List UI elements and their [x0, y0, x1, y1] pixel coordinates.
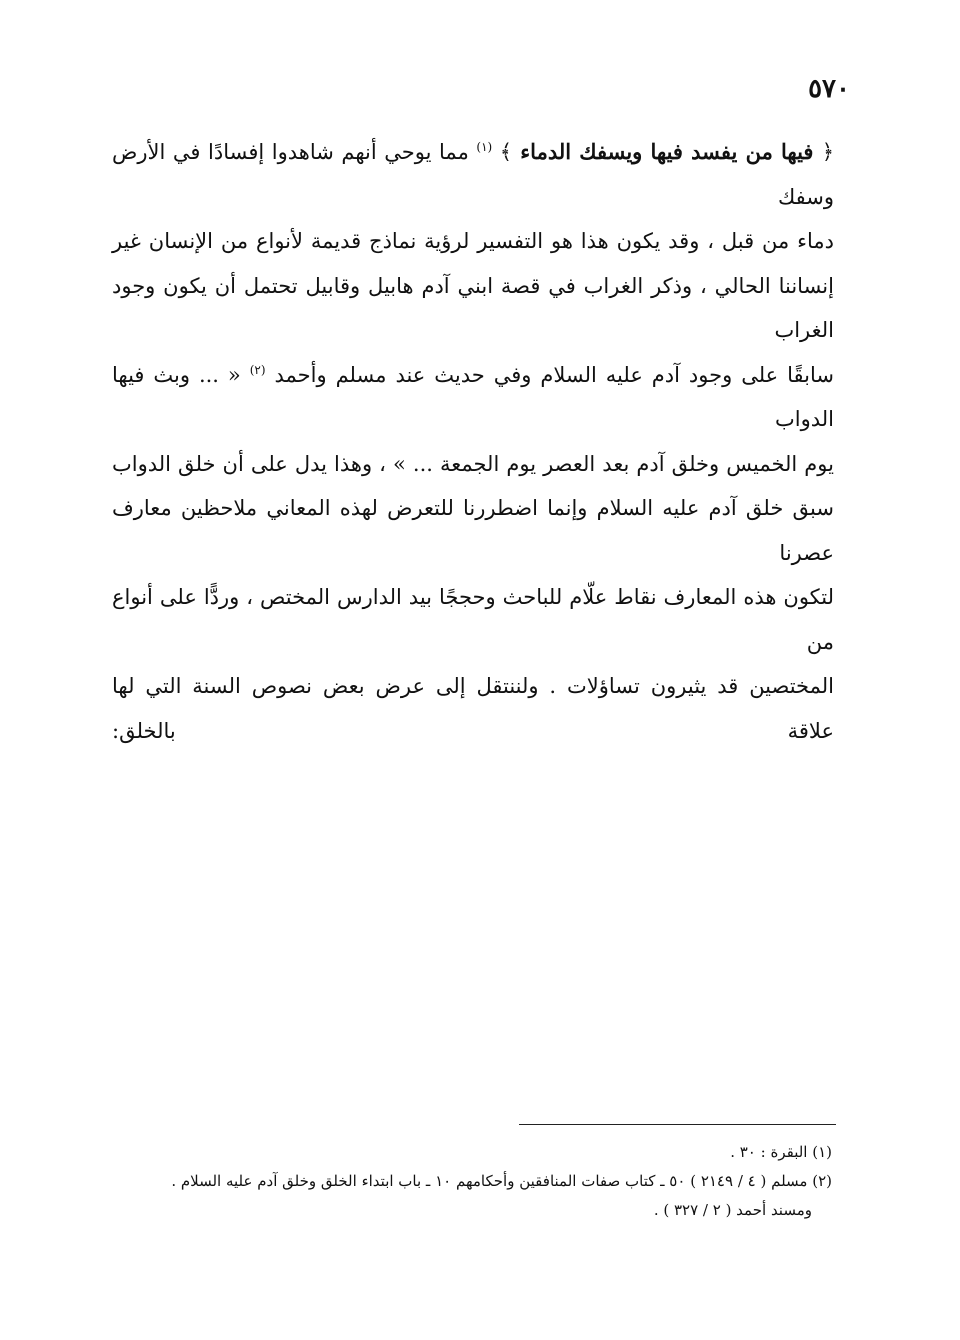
hadith-quote: « ... وبث فيها الدواب — [112, 362, 834, 431]
page-number: ٥٧٠ — [808, 74, 850, 104]
main-text — [112, 130, 834, 753]
quran-open-bracket: ﴿ — [821, 140, 834, 164]
text-line-3: إنساننا الحالي ، وذكر الغراب في قصة ابني آدم هابيل وقابيل تحتمل أن يكون وجود الغراب — [112, 273, 834, 342]
text-segment: مما يوحي أنهم شاهدوا إفسادًا في الأرض وسفك — [112, 140, 834, 209]
text-line-5: يوم الخميس وخلق آدم بعد العصر يوم الجمعة ... » ، وهذا يدل على أن خلق الدواب — [112, 451, 834, 476]
footnote-ref-2[interactable]: (٢) — [249, 362, 266, 377]
quran-verse: فيها من يفسد فيها ويسفك الدماء — [520, 139, 814, 164]
text-line-7: لتكون هذه المعارف نقاط علّام للباحث وحججًا بيد الدارس المختص ، وردًّا على أنواع من — [112, 585, 834, 654]
footnote-ref-1[interactable]: (١) — [476, 140, 493, 154]
text-line-2: دماء من قبل ، وقد يكون هذا هو التفسير لرؤية نماذج قديمة لأنواع من الإنسان غير — [112, 229, 834, 253]
quran-close-bracket: ﴾ — [499, 140, 513, 164]
text-line-1 — [112, 130, 834, 219]
footnote-2-continued: ومسند أحمد ( ٢ / ٣٢٧ ) . — [653, 1201, 812, 1219]
footnote-divider — [519, 1124, 836, 1125]
footnotes — [150, 1138, 832, 1225]
text-line-6: سبق خلق آدم عليه السلام وإنما اضطررنا للتعرض لهذه المعاني ملاحظين معارف عصرنا — [112, 496, 834, 565]
text-line-8: المختصين قد يثيرون تساؤلات . ولننتقل إلى عرض بعض نصوص السنة التي لها علاقة بالخلق: — [112, 674, 834, 743]
footnote-2: (٢) مسلم ( ٤ / ٢١٤٩ ) ٥٠ ـ كتاب صفات المنافقين وأحكامهم ١٠ ـ باب ابتداء الخلق وخلق آدم عليه السلام . — [171, 1172, 832, 1190]
footnote-1: (١) البقرة : ٣٠ . — [730, 1143, 832, 1161]
text-segment: سابقًا على وجود آدم عليه السلام وفي حديث عند مسلم وأحمد — [274, 362, 834, 387]
text-line-4 — [112, 353, 834, 442]
quran-quote — [500, 139, 834, 164]
